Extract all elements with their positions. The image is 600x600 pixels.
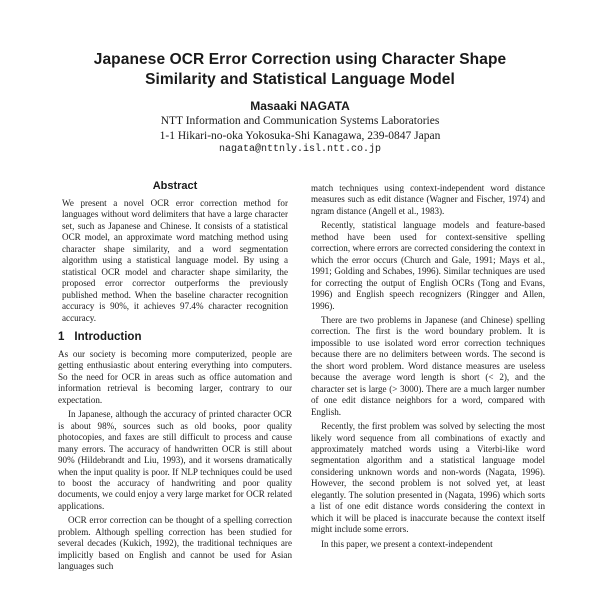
abstract-body [58,198,292,324]
paragraph: In Japanese, although the accuracy of printed character OCR is about 98%, sources such as old books, poor quality photocopies, and faxes are still difficult to process and cause many errors. The accuracy of handwritten OCR is still about 90% (Hildebrandt and Liu, 1993), and it worsens dramatically when the input quality is poor. If NLP techniques could be used to boost the accuracy of handwriting and poor quality documents, we could enjoy a very large market for OCR related applications. [58,409,292,511]
author-email: nagata@nttnly.isl.ntt.co.jp [218,144,382,155]
section-heading [58,330,292,344]
title-line-2: Similarity and Statistical Language Model [145,71,455,88]
abstract-text: We present a novel OCR error correction method for languages without word delimiters that have a large character set, such as Japanese and Chinese. It consists of a statistical OCR model, an approximate word matching method using character shape similarity, and a word segmentation algorithm using a statistical language model. By using a statistical OCR model and character shape similarity, the proposed error corrector outperforms the previously published method. When the baseline character recognition accuracy is 90%, it achieves 97.4% character recognition accuracy. [62,198,288,323]
paragraph: Recently, the first problem was solved by selecting the most likely word sequence from all combinations of exactly and approximately matched words using a Viterbi-like word segmentation algorithm and a statistical language model considering unknown words and non-words (Nagata, 1996). However, the second problem is not solved yet, at least elegantly. The solution presented in (Nagata, 1996) which sorts a list of one edit distance words considering the context in which it will be placed is inaccurate because the context itself might include some errors. [311,421,545,535]
paper-title [40,50,560,90]
title-line-1: Japanese OCR Error Correction using Character Shape [93,51,507,68]
paragraph: In this paper, we present a context-independent [321,538,493,549]
author-name: Masaaki NAGATA [250,99,350,113]
affiliation-line-2: 1-1 Hikari-no-oka Yokosuka-Shi Kanagawa, 239-0847 Japan [159,129,441,142]
paragraph: Recently, statistical language models and feature-based method have been used for context-sensitive spelling correction, where errors are corrected considering the context in which the error occurs (Church and Gale, 1991; Mays et al., 1991; Golding and Schabes, 1996). Similar techniques are used for correcting the output of English OCRs (Tong and Evans, 1996) and English speech recognizers (Ringger and Allen, 1996). [311,220,545,311]
abstract-heading: Abstract [152,180,198,192]
paragraph: There are two problems in Japanese (and Chinese) spelling correction. The first is the word boundary problem. It is impossible to use isolated word error correction techniques because there are no delimiters between words. The second is the short word problem. Word distance measures are useless because the average word length is short (< 2), and the character set is large (> 3000). There are a much larger number of one edit distance neighbors for a word, compared with English. [311,314,545,417]
paragraph: As our society is becoming more computerized, people are getting enthusiastic about entering everything into computers. So the need for OCR in areas such as office automation and information retrieval is becoming larger, contrary to our expectation. [58,348,292,405]
left-column [58,180,292,576]
right-column [311,183,545,553]
paragraph: OCR error correction can be thought of a spelling correction problem. Although spelling correction has been studied for several decades (Kukich, 1992), the traditional techniques are implicitly based on English and cannot be used for Asian languages such [58,515,292,572]
affiliation-line-1: NTT Information and Communication Systems Laboratories [160,115,440,127]
section-title: Introduction [74,330,142,343]
paragraph: match techniques using context-independent word distance measures such as edit distance (Wagner and Fischer, 1974) and ngram distance (Angell et al., 1983). [311,183,545,216]
affiliation [40,114,560,158]
section-number: 1 [58,330,65,343]
